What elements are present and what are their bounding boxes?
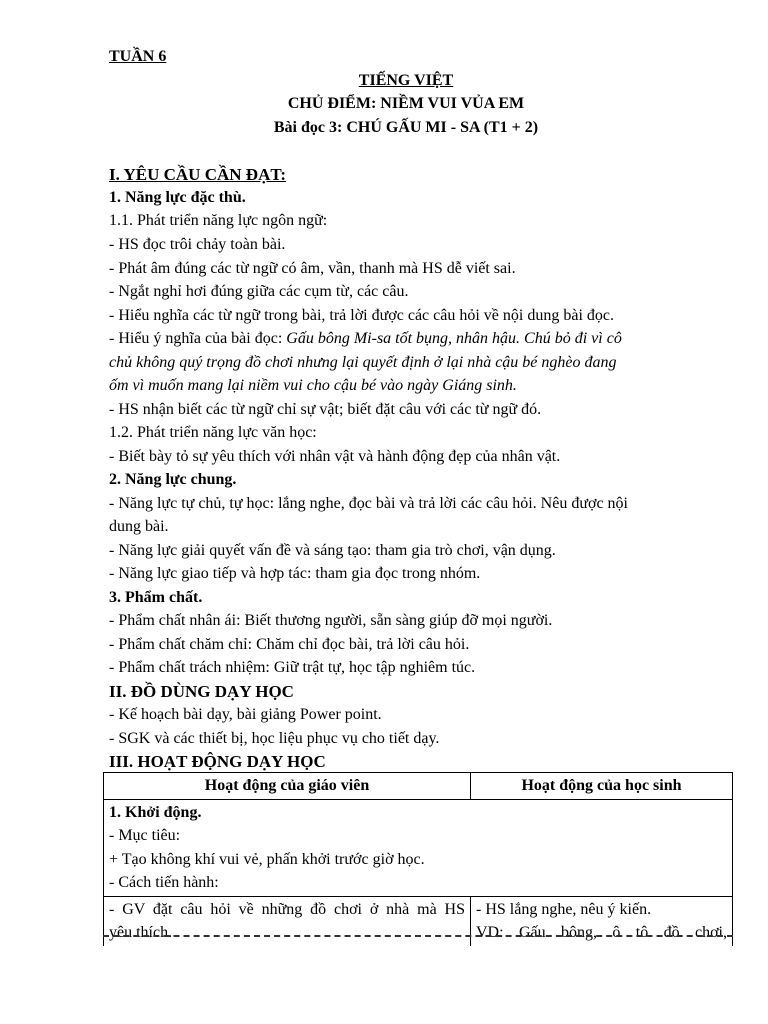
week-label: TUẦN 6 [109,48,167,65]
subject-title: TIẾNG VIỆT [358,72,454,89]
section-1-heading: I. YÊU CẦU CẦN ĐẠT: [109,165,287,184]
meaning-italic: chủ không quý trọng đồ chơi nhưng lại quyết định ở lại nhà cậu bé nghèo đang [109,354,617,371]
objective-line: - Hiểu nghĩa các từ ngữ trong bài, trả lời được các câu hỏi về nội dung bài đọc. [109,307,614,324]
student-column-header: Hoạt động của học sinh [471,773,733,800]
objective-line: - HS đọc trôi chảy toàn bài. [109,236,286,253]
subsection-2-heading: 2. Năng lực chung. [109,471,237,488]
warmup-title: 1. Khởi động. [109,803,202,821]
subsection-1-1: 1.1. Phát triển năng lực ngôn ngữ: [109,212,328,229]
objective-line: - HS nhận biết các từ ngữ chỉ sự vật; biết đặt câu với các từ ngữ đó. [109,401,542,418]
table-row [104,896,733,946]
quality-line: - Phẩm chất chăm chỉ: Chăm chỉ đọc bài, trả lời câu hỏi. [109,636,470,653]
competency-line: - Năng lực giao tiếp và hợp tác: tham gia đọc trong nhóm. [109,565,481,582]
quality-line: - Phẩm chất trách nhiệm: Giữ trật tự, học tập nghiêm túc. [109,659,476,676]
materials-line: - SGK và các thiết bị, học liệu phục vụ cho tiết dạy. [109,730,440,747]
materials-line: - Kế hoạch bài dạy, bài giảng Power point. [109,706,382,723]
competency-line: - Năng lực tự chủ, tự học: lắng nghe, đọc bài và trả lời các câu hỏi. Nêu được nội [109,495,628,512]
activities-table [103,772,733,946]
subsection-3-heading: 3. Phẩm chất. [109,589,203,606]
student-activity-line: - HS lắng nghe, nêu ý kiến. [476,900,652,918]
meaning-prefix: - Hiểu ý nghĩa của bài đọc: [109,330,287,347]
lesson-title: Bài đọc 3: CHÚ GẤU MI - SA (T1 + 2) [273,119,539,136]
table-header-row [104,773,733,800]
student-activity-line: VD: Gấu bông, ô tô đồ chơi, [476,924,727,941]
competency-line: dung bài. [109,518,169,535]
quality-line: - Phẩm chất nhân ái: Biết thương người, sẵn sàng giúp đỡ mọi người. [109,612,553,629]
section-2-heading: II. ĐỒ DÙNG DẠY HỌC [109,682,294,701]
theme-title: CHỦ ĐIỂM: NIỀM VUI VỦA EM [287,95,525,112]
warmup-line: + Tạo không khí vui vẻ, phấn khởi trước giờ học. [109,850,425,868]
page-break-line [103,931,733,937]
teacher-column-header: Hoạt động của giáo viên [104,773,471,800]
teacher-activity-line: - GV đặt câu hỏi về những đồ chơi ở nhà mà HS [109,900,465,918]
objective-line: - Phát âm đúng các từ ngữ có âm, vần, thanh mà HS dễ viết sai. [109,260,516,277]
table-row [104,799,733,896]
teacher-activity-line: yêu thích. [109,924,173,941]
section-3-heading: III. HOẠT ĐỘNG DẠY HỌC [109,752,326,771]
subsection-1-2: 1.2. Phát triển năng lực văn học: [109,424,317,441]
student-cell [471,896,733,946]
objective-line: - Biết bày tỏ sự yêu thích với nhân vật và hành động đẹp của nhân vật. [109,448,561,465]
objective-line-meaning [109,329,622,349]
teacher-cell [104,896,471,946]
warmup-line: - Cách tiến hành: [109,874,219,891]
meaning-italic: ốm vì muốn mang lại niềm vui cho cậu bé vào ngày Giáng sinh. [109,377,517,394]
warmup-cell [104,799,733,896]
subsection-1-heading: 1. Năng lực đặc thù. [109,189,246,206]
warmup-line: - Mục tiêu: [109,827,181,844]
competency-line: - Năng lực giải quyết vấn đề và sáng tạo: tham gia trò chơi, vận dụng. [109,542,556,559]
meaning-italic: Gấu bông Mi-sa tốt bụng, nhân hậu. Chú bỏ đi vì cô [286,330,622,347]
objective-line: - Ngắt nghỉ hơi đúng giữa các cụm từ, các câu. [109,283,409,300]
